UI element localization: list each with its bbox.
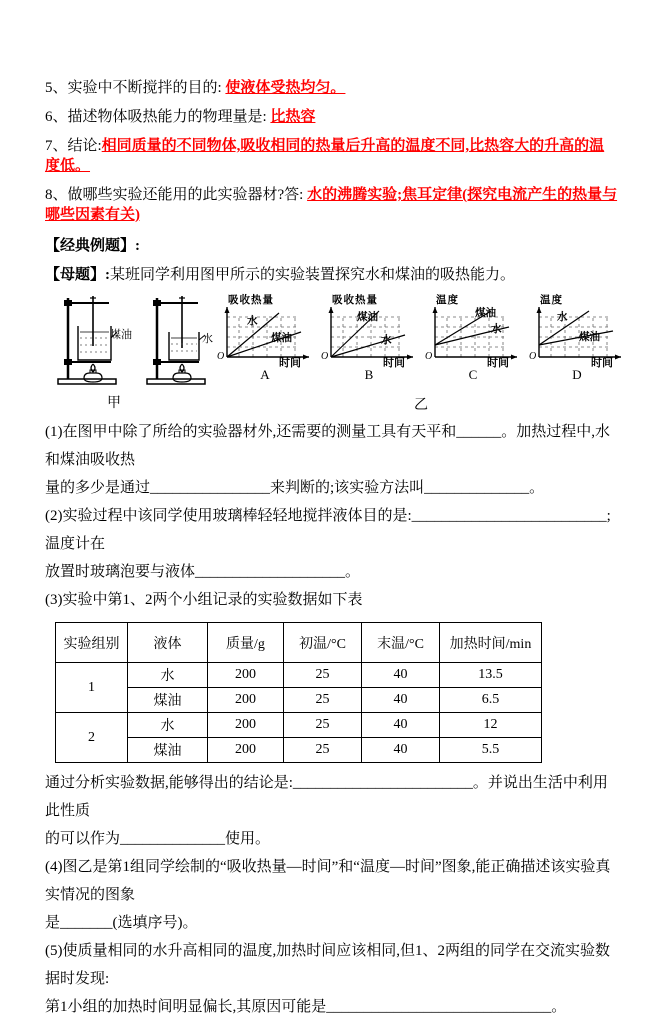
table-cell: 煤油 — [128, 738, 208, 763]
graph-B-letter: B — [364, 367, 374, 382]
graph-D-line1-label: 水 — [557, 312, 568, 323]
question-4-line1: (4)图乙是第1组同学绘制的“吸收热量—时间”和“温度—时间”图象,能正确描述该实验真实情况的图象 — [45, 859, 611, 903]
table-row — [56, 738, 542, 763]
question-3: (3)实验中第1、2两个小组记录的实验数据如下表 — [45, 592, 363, 608]
table-cell: 40 — [362, 663, 440, 688]
mother-question-intro — [45, 263, 619, 284]
table-header-cell: 实验组别 — [56, 623, 128, 663]
graph-B — [319, 292, 419, 382]
graph-B-ylabel: 吸收热量 — [332, 295, 378, 306]
table-header-cell: 加热时间/min — [440, 623, 542, 663]
figure-caption-jia: 甲 — [107, 396, 121, 411]
graph-B-origin: O — [321, 351, 329, 362]
graph-D — [527, 292, 627, 382]
table-cell: 水 — [128, 663, 208, 688]
experiment-data-table — [55, 622, 542, 763]
question-2-line1: (2)实验过程中该同学使用玻璃棒轻轻地搅拌液体目的是:__________________________;温度计在 — [45, 508, 611, 552]
graph-C-xlabel: 时间 — [487, 357, 509, 369]
question-label: 7、结论: — [45, 138, 102, 154]
review-item-8 — [45, 185, 619, 225]
table-cell: 6.5 — [440, 688, 542, 713]
review-item-6 — [45, 107, 619, 127]
table-cell: 水 — [128, 713, 208, 738]
graph-C-line1-label: 煤油 — [475, 308, 496, 319]
table-row — [56, 713, 542, 738]
table-cell: 25 — [284, 663, 362, 688]
graph-A-xlabel: 时间 — [279, 357, 301, 369]
graph-A-letter: A — [260, 367, 270, 382]
review-item-7 — [45, 136, 619, 176]
table-cell: 煤油 — [128, 688, 208, 713]
graph-B-xlabel: 时间 — [383, 357, 405, 369]
group-id-cell: 1 — [56, 663, 128, 713]
mother-tag: 【母题】: — [45, 267, 110, 283]
graph-D-ylabel: 温度 — [540, 295, 563, 306]
apparatus-diagram — [53, 290, 221, 390]
table-cell: 200 — [208, 688, 284, 713]
conclusion-paragraph — [45, 769, 619, 853]
mother-text: 某班同学利用图甲所示的实验装置探究水和煤油的吸热能力。 — [110, 267, 516, 283]
graph-C-line2-label: 水 — [491, 324, 502, 335]
graph-C-letter: C — [468, 367, 478, 382]
table-cell: 40 — [362, 713, 440, 738]
answer-text: 水的沸腾实验;焦耳定律(探究电流产生的热量与哪些因素有关) — [45, 187, 618, 223]
question-label: 5、实验中不断搅拌的目的: — [45, 80, 226, 96]
question-1-line2: 量的多少是通过________________来判断的;该实验方法叫______________。 — [45, 480, 545, 496]
conclusion-line2: 的可以作为______________使用。 — [45, 831, 271, 847]
graph-A-line1-label: 水 — [247, 316, 258, 327]
graph-A-ylabel: 吸收热量 — [228, 295, 274, 306]
figure-area — [45, 290, 619, 412]
answer-text: 使液体受热均匀。 — [225, 80, 346, 96]
table-row — [56, 688, 542, 713]
table-header-cell: 末温/°C — [362, 623, 440, 663]
table-cell: 40 — [362, 688, 440, 713]
table-header-cell: 液体 — [128, 623, 208, 663]
question-5-line2: 第1小组的加热时间明显偏长,其原因可能是______________________________。 — [45, 999, 567, 1015]
table-header-cell: 初温/°C — [284, 623, 362, 663]
question-label: 8、做哪些实验还能用的此实验器材?答: — [45, 187, 308, 203]
question-5 — [45, 937, 619, 1021]
table-cell: 200 — [208, 713, 284, 738]
graph-C-ylabel: 温度 — [436, 295, 459, 306]
table-cell: 25 — [284, 713, 362, 738]
table-header-row — [56, 623, 542, 663]
question-5-line1: (5)使质量相同的水升高相同的温度,加热时间应该相同,但1、2两组的同学在交流实验数据时发现: — [45, 943, 610, 987]
stand-kerosene — [53, 290, 132, 390]
graph-C — [423, 292, 523, 382]
table-cell: 25 — [284, 738, 362, 763]
graph-D-origin: O — [529, 351, 537, 362]
graph-D-letter: D — [572, 367, 582, 382]
graph-A-origin: O — [217, 351, 225, 362]
section-title: 【经典例题】: — [45, 238, 140, 254]
graphs-row — [215, 292, 627, 382]
table-cell: 40 — [362, 738, 440, 763]
table-row — [56, 663, 542, 688]
table-cell: 12 — [440, 713, 542, 738]
graph-C-origin: O — [425, 351, 433, 362]
group-id-cell: 2 — [56, 713, 128, 763]
review-item-5 — [45, 78, 619, 98]
question-2-line2: 放置时玻璃泡要与液体____________________。 — [45, 564, 361, 580]
answer-text: 比热容 — [270, 109, 316, 125]
graph-B-line1-label: 煤油 — [357, 312, 378, 323]
table-cell: 13.5 — [440, 663, 542, 688]
question-4-line2: 是_______(选填序号)。 — [45, 915, 198, 931]
kerosene-label: 煤油 — [110, 329, 132, 341]
graph-B-line2-label: 水 — [381, 335, 392, 346]
figure-caption-yi: 乙 — [414, 398, 428, 413]
table-cell: 5.5 — [440, 738, 542, 763]
graph-D-line2-label: 煤油 — [579, 332, 600, 343]
stand-water — [142, 290, 221, 390]
table-cell: 200 — [208, 663, 284, 688]
graph-A-line2-label: 煤油 — [271, 333, 292, 344]
question-1-line1: (1)在图甲中除了所给的实验器材外,还需要的测量工具有天平和______。加热过程中,水和煤油吸收热 — [45, 424, 610, 468]
water-label: 水 — [202, 333, 213, 345]
graph-A — [215, 292, 315, 382]
question-1 — [45, 418, 619, 502]
question-2 — [45, 502, 619, 586]
question-4 — [45, 853, 619, 937]
question-label: 6、描述物体吸热能力的物理量是: — [45, 109, 271, 125]
conclusion-line1: 通过分析实验数据,能够得出的结论是:________________________。并说出生活中利用此性质 — [45, 775, 608, 819]
table-header-cell: 质量/g — [208, 623, 284, 663]
table-cell: 200 — [208, 738, 284, 763]
table-cell: 25 — [284, 688, 362, 713]
answer-text: 相同质量的不同物体,吸收相同的热量后升高的温度不同,比热容大的升高的温度低。 — [45, 138, 605, 174]
graph-D-xlabel: 时间 — [591, 357, 613, 369]
